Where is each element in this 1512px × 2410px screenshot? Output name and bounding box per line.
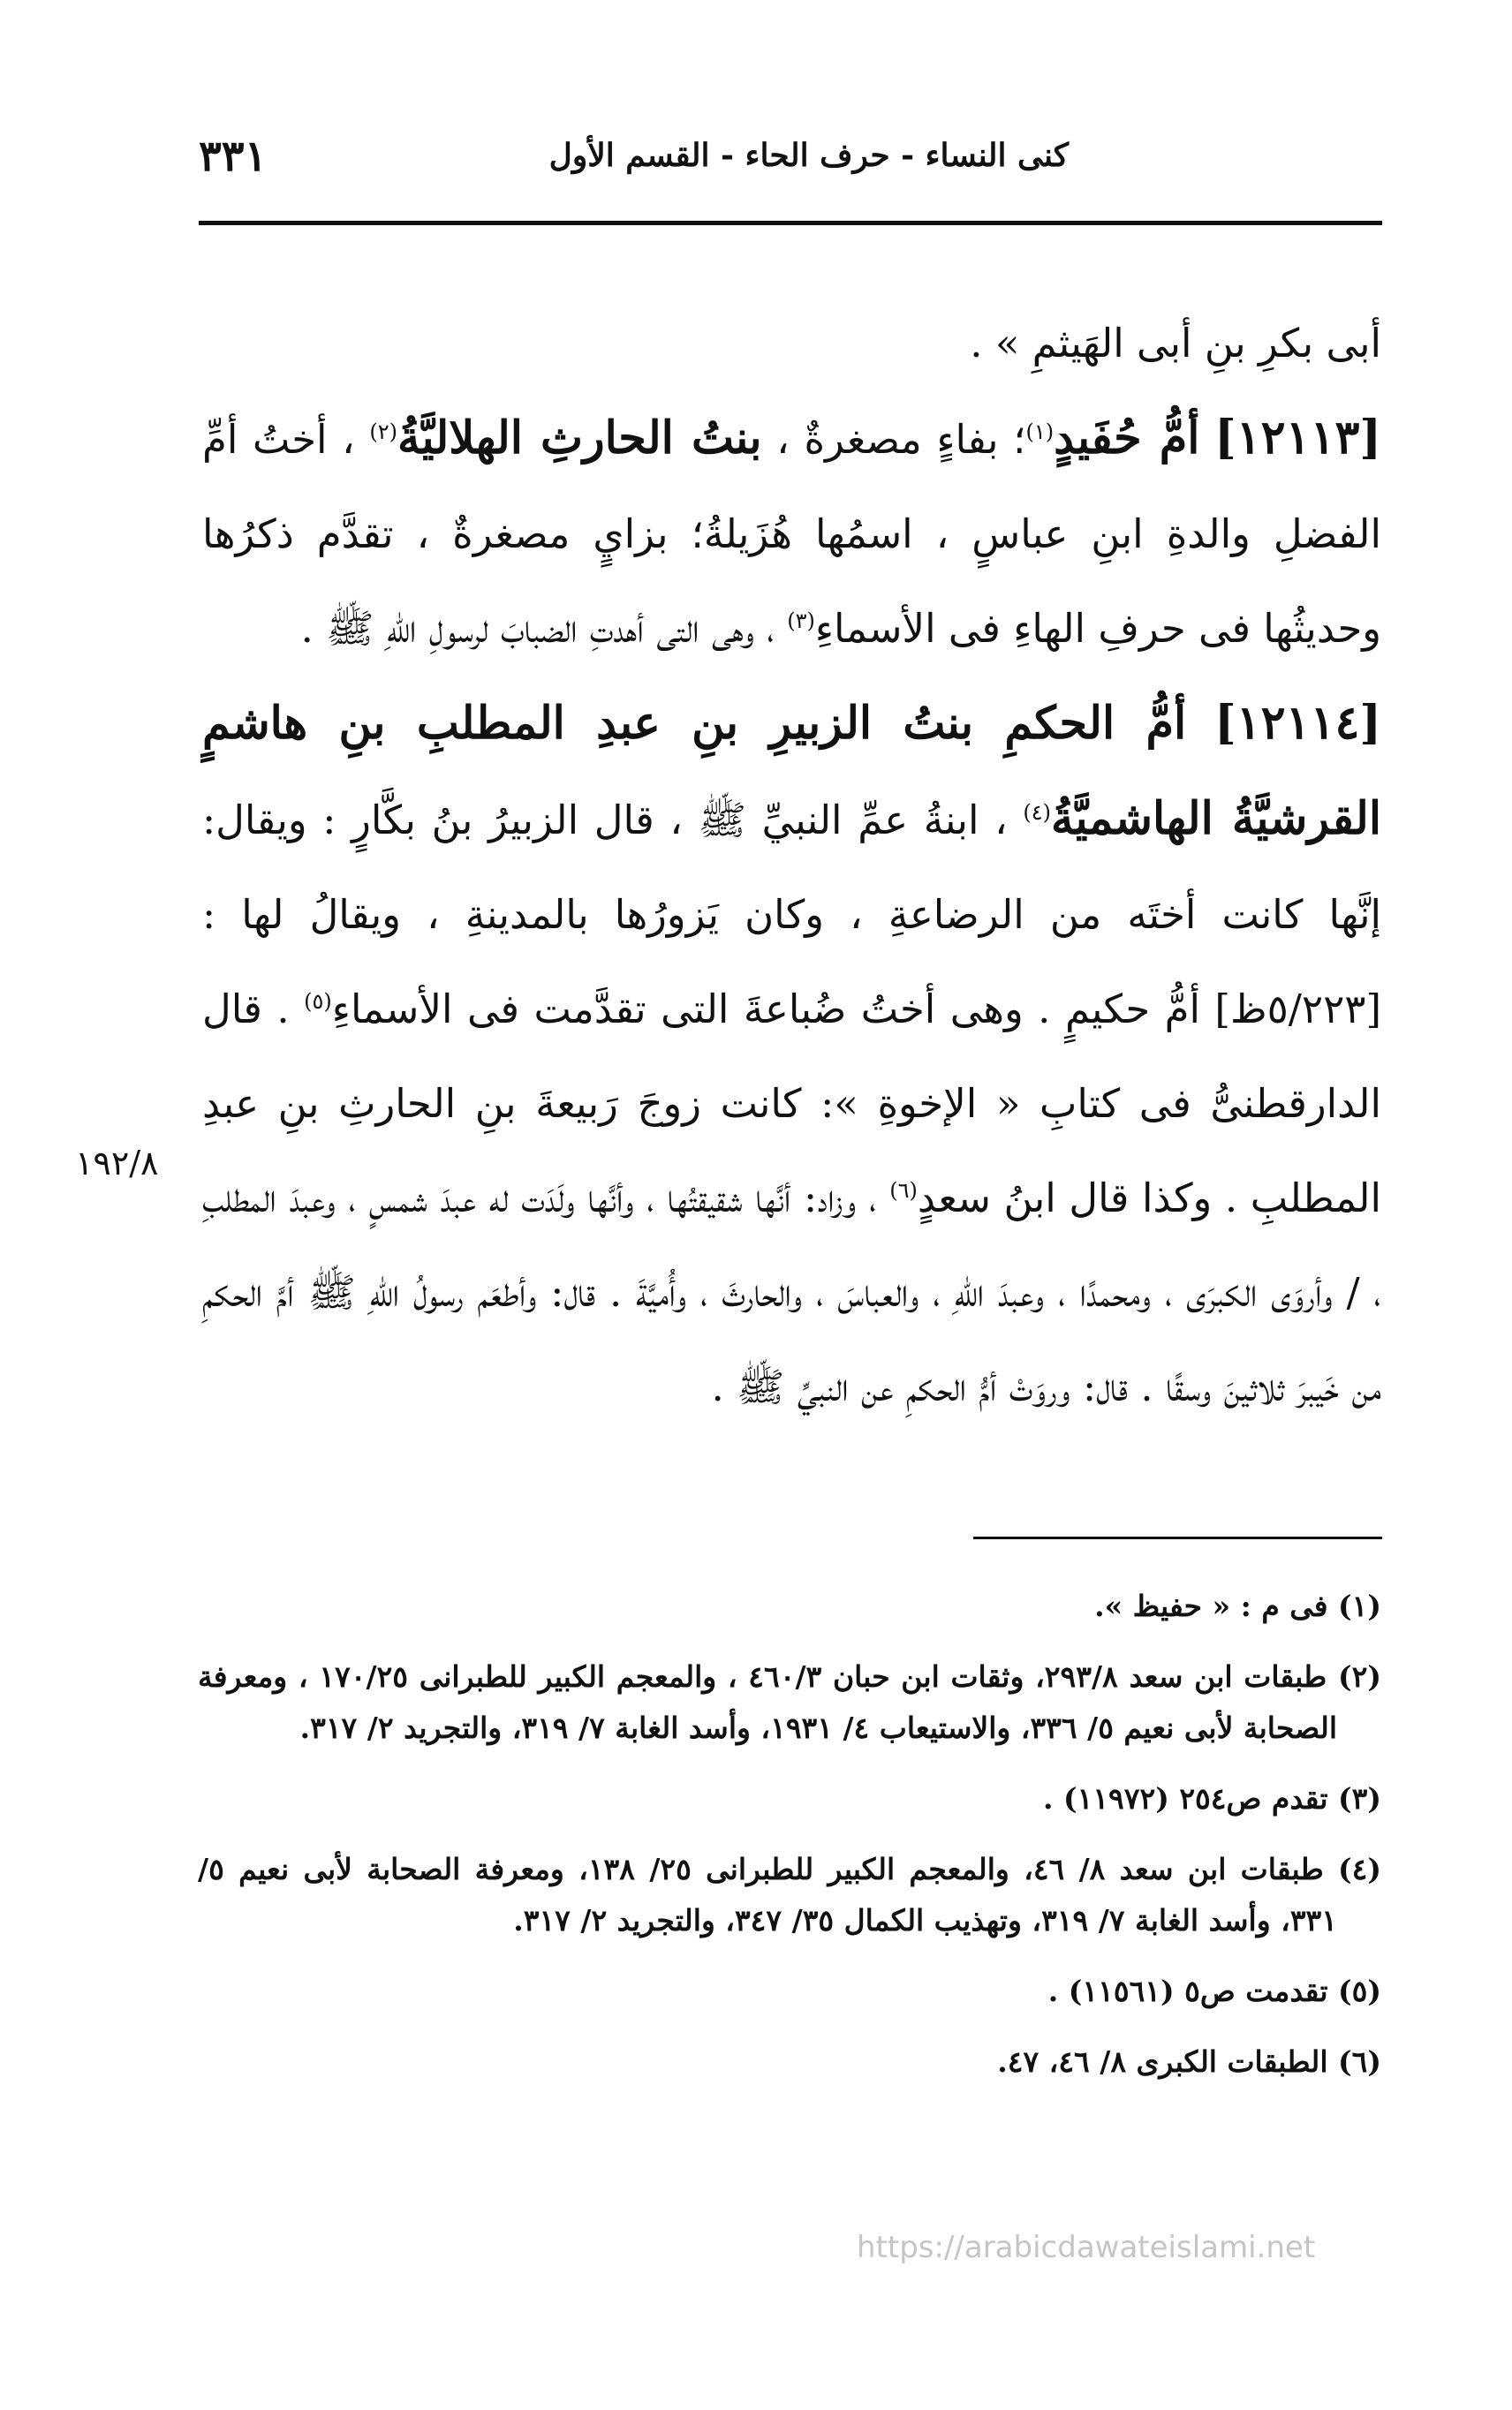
margin-reference: ١٩٢/٨	[75, 1144, 159, 1182]
page-header	[199, 132, 1382, 190]
running-title: كنى النساء - حرف الحاء - القسم الأول	[548, 137, 1069, 174]
footnote-rule	[973, 1537, 1382, 1539]
entry-number: [١٢١١٣]	[1214, 411, 1381, 465]
entry-name: أمُّ الحكمِ بنتُ الزبيرِ بنِ عبدِ المطلبِ بنِ هاشمٍ القرشيَّةُ الهاشميَّةُ	[202, 697, 1381, 845]
footnote-ref: (١)	[1025, 419, 1055, 444]
footnote-ref: (٢)	[369, 419, 398, 444]
entry-text: . قال الدارقطنىُّ فى كتابِ « الإخوةِ »: كانت زوجَ رَبيعةَ بنِ الحارثِ بنِ عبدِ المطلبِ . وكذا قال ابنُ سعدٍ	[202, 986, 1381, 1221]
main-text	[202, 296, 1381, 1434]
entry-text: ، وزاد: أنَّها شقيقتُها ، وأنَّها ولَدَت له عبدَ شمسٍ ، وعبدَ المطلبِ ، / وأروَى الكبرَى ، ومحمدًا ، وعبدَ اللهِ ، والعباسَ ، والحارثَ ، وأُميَّةَ . قال: وأطعَم رسولُ اللهِ ﷺ أمَّ الحكمِ من خَيبرَ ثلاثينَ وسقًا . قال: وروَتْ أمُّ الحكمِ عن النبيِّ ﷺ .	[202, 1175, 1381, 1410]
watermark-url: https://arabicdawateislami.net	[857, 2230, 1316, 2265]
footnote: (٤) طبقات ابن سعد ٨/ ٤٦، والمعجم الكبير للطبرانى ٢٥/ ١٣٨، ومعرفة الصحابة لأبى نعيم ٥/ ٣٣١، وأسد الغابة ٧/ ٣١٩، وتهذيب الكمال ٣٥/ ٣٤٧، والتجريد ٢/ ٣١٧.	[198, 1852, 1381, 1938]
footnote: (٣) تقدم ص٢٥٤ (١١٩٧٢) .	[1043, 1781, 1381, 1816]
footnote-ref: (٣)	[787, 608, 815, 633]
footnote: (١) فى م : « حفيظ ».	[1094, 1589, 1381, 1623]
continuation-line: أبى بكرِ بنِ أبى الهَيثمِ » .	[970, 320, 1381, 366]
entry-12114	[202, 676, 1381, 1434]
footnote: (٥) تقدمت ص٥ (١١٥٦١) .	[1047, 1974, 1381, 2008]
entry-name: أمُّ حُفَيدٍ	[1054, 412, 1200, 465]
entry-lineage: بنتُ الحارثِ الهلاليَّةُ	[397, 412, 762, 465]
footnote-ref: (٥)	[304, 989, 332, 1014]
footnote: (٢) طبقات ابن سعد ٢٩٣/٨، وثقات ابن حبان ٤٦٠/٣ ، والمعجم الكبير للطبرانى ١٧٠/٢٥ ، ومعرفة الصحابة لأبى نعيم ٥/ ٣٣٦، والاستيعاب ٤/ ١٩٣١، وأسد الغابة ٧/ ٣١٩، والتجريد ٢/ ٣١٧.	[198, 1659, 1381, 1745]
footnotes	[198, 1581, 1381, 2107]
entry-text: ، ابنةُ عمِّ النبيِّ ﷺ ، قال الزبيرُ بنُ بكَّارٍ : ويقال: إنَّها كانت أختَه من الرضاعةِ ، وكان يَزورُها بالمدينةِ ، ويقالُ لها : [٥/٢٢٣ظ] أمُّ حكيمٍ . وهى أختُ ضُباعةَ التى تقدَّمت فى الأسماءِ	[202, 797, 1381, 1032]
footnote-ref: (٦)	[889, 1178, 918, 1203]
entry-text: ، وهى التى أهدتِ الضبابَ لرسولِ اللهِ ﷺ .	[300, 605, 788, 652]
page-number: ٣٣١	[199, 132, 268, 181]
entry-12113	[202, 390, 1381, 676]
footnote-ref: (٤)	[1023, 800, 1052, 825]
entry-text: ، أختُ أمِّ الفضلِ والدةِ ابنِ عباسٍ ، اسمُها هُزَيلةُ؛ بزايٍ مصغرةٌ ، تقدَّم ذكرُها وحديثُها فى حرفِ الهاءِ فى الأسماءِ	[202, 416, 1381, 652]
entry-number: [١٢١١٤]	[1214, 696, 1381, 750]
footnote: (٦) الطبقات الكبرى ٨/ ٤٦، ٤٧.	[997, 2044, 1381, 2079]
entry-text: ؛ بفاءٍ مصغرةٌ ،	[761, 416, 1026, 463]
header-rule	[199, 221, 1382, 225]
